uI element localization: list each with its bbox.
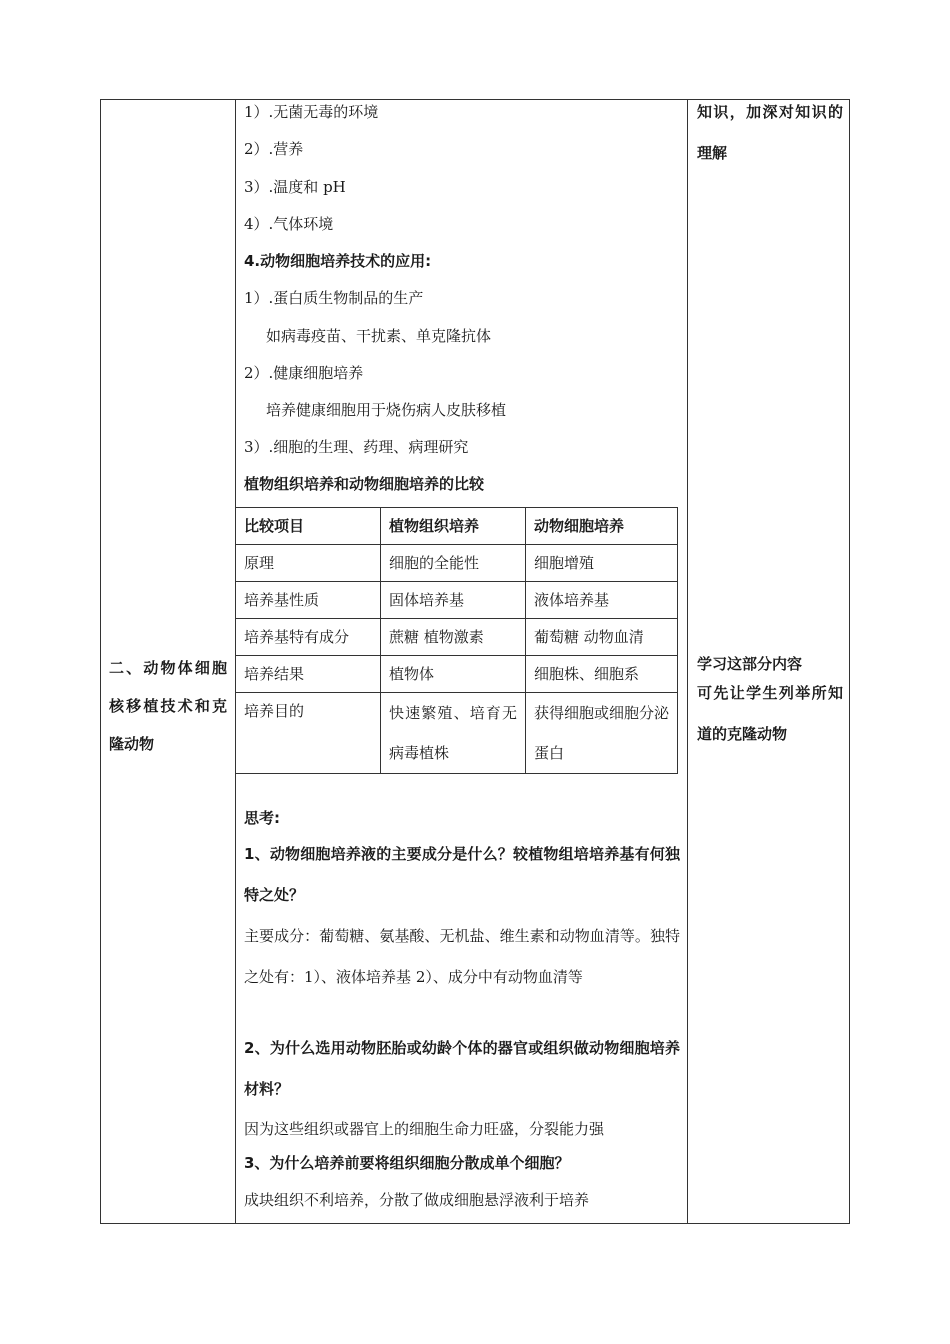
column-divider-2: [687, 100, 688, 1223]
condition-4: 4）.气体环境: [244, 215, 334, 233]
comparison-table: [235, 507, 678, 774]
table-cell: 原理: [236, 545, 381, 582]
application-3: 3）.细胞的生理、药理、病理研究: [244, 438, 469, 456]
table-cell: 培养基特有成分: [236, 619, 381, 656]
question-1: 1、动物细胞培养液的主要成分是什么？较植物组培培养基有何独特之处？: [244, 845, 680, 904]
section-title: 二、动物体细胞核移植技术和克隆动物: [109, 659, 227, 753]
table-header-cell: 植物组织培养: [381, 508, 526, 545]
table-cell: 葡萄糖 动物血清: [526, 619, 678, 656]
table-cell: 培养目的: [236, 693, 381, 774]
table-cell: 获得细胞或细胞分泌蛋白: [526, 693, 678, 774]
application-1: 1）.蛋白质生物制品的生产: [244, 289, 424, 307]
table-row: [236, 619, 678, 656]
table-cell: 液体培养基: [526, 582, 678, 619]
table-row: [236, 693, 678, 774]
table-row: [236, 545, 678, 582]
question-2: 2、为什么选用动物胚胎或幼龄个体的器官或组织做动物细胞培养材料？: [244, 1039, 680, 1098]
table-cell: 培养结果: [236, 656, 381, 693]
answer-2: 因为这些组织或器官上的细胞生命力旺盛，分裂能力强: [244, 1120, 605, 1138]
table-cell: 植物体: [381, 656, 526, 693]
lesson-table: [100, 99, 850, 1224]
table-cell: 快速繁殖、培育无病毒植株: [381, 693, 526, 774]
think-heading: 思考:: [244, 809, 280, 827]
question-3: 3、为什么培养前要将组织细胞分散成单个细胞？: [244, 1154, 570, 1172]
application-2-detail: 培养健康细胞用于烧伤病人皮肤移植: [266, 401, 507, 419]
condition-2: 2）.营养: [244, 140, 304, 158]
table-cell: 细胞增殖: [526, 545, 678, 582]
table-header-cell: 动物细胞培养: [526, 508, 678, 545]
application-1-detail: 如病毒疫苗、干扰素、单克隆抗体: [266, 327, 492, 345]
table-header-cell: 比较项目: [236, 508, 381, 545]
table-cell: 蔗糖 植物激素: [381, 619, 526, 656]
note-bottom-line2: 可先让学生列举所知道的克隆动物: [697, 684, 843, 743]
application-2: 2）.健康细胞培养: [244, 364, 364, 382]
answer-1: 主要成分：葡萄糖、氨基酸、无机盐、维生素和动物血清等。独特之处有：1）、液体培养基 2）、成分中有动物血清等: [244, 927, 680, 986]
comparison-heading: 植物组织培养和动物细胞培养的比较: [244, 475, 485, 493]
table-cell: 培养基性质: [236, 582, 381, 619]
condition-1: 1）.无菌无毒的环境: [244, 103, 379, 121]
table-row: [236, 582, 678, 619]
note-bottom-line1: 学习这部分内容: [697, 655, 803, 673]
table-cell: 细胞的全能性: [381, 545, 526, 582]
table-header-row: [236, 508, 678, 545]
table-row: [236, 656, 678, 693]
table-cell: 固体培养基: [381, 582, 526, 619]
condition-3: 3）.温度和 pH: [244, 178, 346, 196]
note-top: 知识，加深对知识的理解: [697, 103, 843, 162]
applications-heading: 4.动物细胞培养技术的应用:: [244, 252, 432, 270]
answer-3: 成块组织不利培养，分散了做成细胞悬浮液利于培养: [244, 1191, 590, 1209]
table-cell: 细胞株、细胞系: [526, 656, 678, 693]
